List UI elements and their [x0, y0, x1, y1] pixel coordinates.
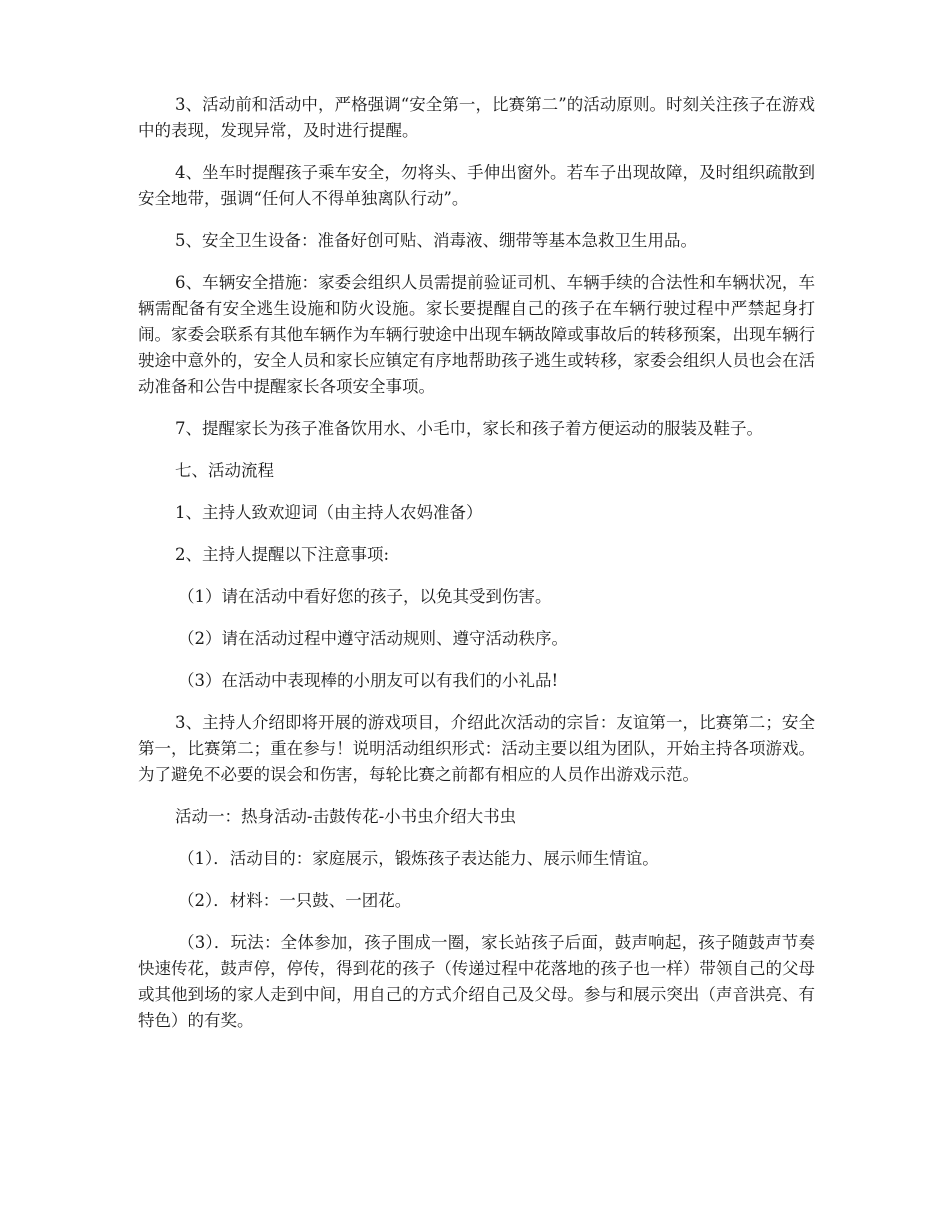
paragraph-safety-5: 5、安全卫生设备：准备好创可贴、消毒液、绷带等基本急救卫生用品。 — [175, 231, 697, 250]
section-heading-activity-process: 七、活动流程 — [175, 461, 274, 480]
activity-one-heading: 活动一：热身活动-击鼓传花-小书虫介绍大书虫 — [175, 807, 517, 826]
document-page — [138, 92, 815, 1050]
paragraph-process-2: 2、主持人提醒以下注意事项: — [175, 545, 390, 564]
paragraph-process-3: 3、主持人介绍即将开展的游戏项目，介绍此次活动的宗旨：友谊第一，比赛第二；安全第一，比赛第二；重在参与！说明活动组织形式：活动主要以组为团队，开始主持各项游戏。为了避免不必要的误会和伤害，每轮比赛之前都有相应的人员作出游戏示范。 — [138, 713, 815, 784]
activity-one-rules: （3）．玩法：全体参加，孩子围成一圈，家长站孩子后面，鼓声响起，孩子随鼓声节奏快速传花，鼓声停，停传，得到花的孩子（传递过程中花落地的孩子也一样）带领自己的父母或其他到场的家人走到中间，用自己的方式介绍自己及父母。参与和展示突出（声音洪亮、有特色）的有奖。 — [138, 933, 815, 1030]
paragraph-safety-7: 7、提醒家长为孩子准备饮用水、小毛巾，家长和孩子着方便运动的服装及鞋子。 — [175, 419, 763, 438]
paragraph-safety-3: 3、活动前和活动中，严格强调“安全第一，比赛第二”的活动原则。时刻关注孩子在游戏中的表现，发现异常，及时进行提醒。 — [138, 95, 815, 140]
list-item-notice-3: （3）在活动中表现棒的小朋友可以有我们的小礼品! — [178, 671, 559, 690]
activity-one-purpose: （1）．活动目的：家庭展示，锻炼孩子表达能力、展示师生情谊。 — [178, 849, 659, 868]
activity-one-materials: （2）．材料：一只鼓、一团花。 — [178, 891, 412, 910]
list-item-notice-1: （1）请在活动中看好您的孩子，以免其受到伤害。 — [178, 587, 552, 606]
list-item-notice-2: （2）请在活动过程中遵守活动规则、遵守活动秩序。 — [178, 629, 568, 648]
paragraph-process-1: 1、主持人致欢迎词（由主持人农妈准备） — [175, 503, 483, 522]
paragraph-safety-6: 6、车辆安全措施：家委会组织人员需提前验证司机、车辆手续的合法性和车辆状况，车辆需配备有安全逃生设施和防火设施。家长要提醒自己的孩子在车辆行驶过程中严禁起身打闹。家委会联系有其他车辆作为车辆行驶途中出现车辆故障或事故后的转移预案，出现车辆行驶途中意外的，安全人员和家长应镇定有序地帮助孩子逃生或转移，家委会组织人员也会在活动准备和公告中提醒家长各项安全事项。 — [138, 273, 815, 396]
paragraph-safety-4: 4、坐车时提醒孩子乘车安全，勿将头、手伸出窗外。若车子出现故障，及时组织疏散到安全地带，强调“任何人不得单独离队行动”。 — [138, 163, 815, 208]
